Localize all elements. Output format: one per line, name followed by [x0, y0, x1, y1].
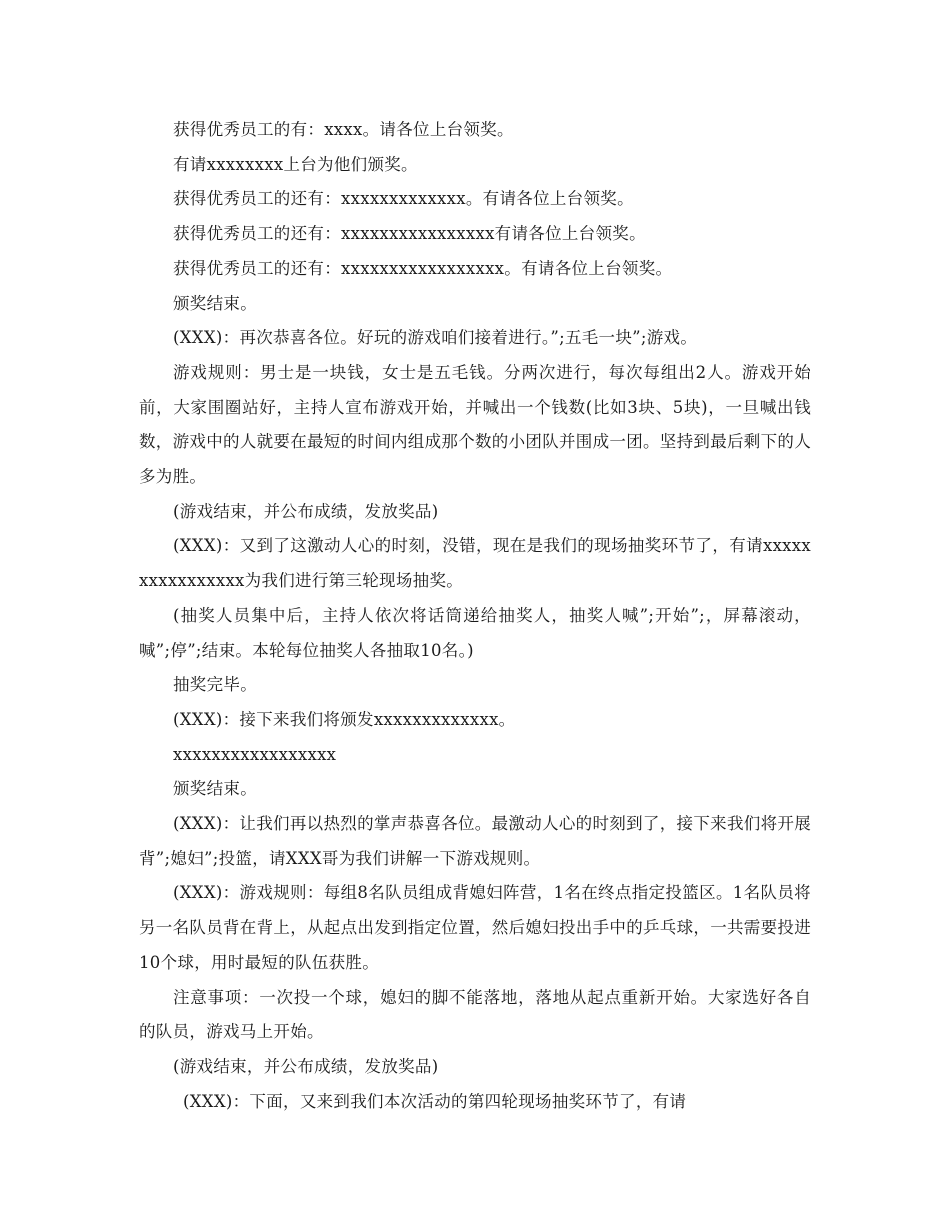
- paragraph-9: (游戏结束，并公布成绩，发放奖品): [173, 501, 439, 521]
- paragraph-19: (游戏结束，并公布成绩，发放奖品): [173, 1056, 439, 1076]
- paragraph-17: (XXX)：游戏规则：每组8名队员组成背媳妇阵营，1名在终点指定投篮区。1名队员将另一名队员背在背上，从起点出发到指定位置，然后媳妇投出手中的乒乓球，一共需要投进10个球，用时最短的队伍获胜。: [139, 883, 811, 972]
- paragraph-12: 抽奖完毕。: [173, 675, 257, 695]
- paragraph-1: 获得优秀员工的有：xxxx。请各位上台领奖。: [173, 120, 514, 139]
- paragraph-3: 获得优秀员工的还有：xxxxxxxxxxxxx。有请各位上台领奖。: [173, 189, 634, 209]
- paragraph-7: (XXX)：再次恭喜各位。好玩的游戏咱们接着进行。”;五毛一块”;游戏。: [173, 328, 698, 348]
- paragraph-8: 游戏规则：男士是一块钱，女士是五毛钱。分两次进行，每次每组出2人。游戏开始前，大家围圈站好，主持人宣布游戏开始，并喊出一个钱数(比如3块、5块)，一旦喊出钱数，游戏中的人就要在最短的时间内组成那个数的小团队并围成一团。坚持到最后剩下的人多为胜。: [139, 362, 811, 487]
- paragraph-18: 注意事项：一次投一个球，媳妇的脚不能落地，落地从起点重新开始。大家选好各自的队员，游戏马上开始。: [139, 987, 811, 1042]
- paragraph-5: 获得优秀员工的还有：xxxxxxxxxxxxxxxxx。有请各位上台领奖。: [173, 258, 673, 278]
- document-body: [139, 113, 811, 1119]
- paragraph-4: 获得优秀员工的还有：xxxxxxxxxxxxxxxx有请各位上台领奖。: [173, 224, 646, 244]
- paragraph-6: 颁奖结束。: [173, 293, 257, 313]
- paragraph-20: (XXX)：下面，又来到我们本次活动的第四轮现场抽奖环节了，有请: [183, 1091, 687, 1111]
- paragraph-2: 有请xxxxxxxx上台为他们颁奖。: [173, 154, 418, 174]
- paragraph-13: (XXX)：接下来我们将颁发xxxxxxxxxxxxx。: [173, 709, 516, 729]
- paragraph-15: 颁奖结束。: [173, 779, 257, 799]
- paragraph-14: xxxxxxxxxxxxxxxxx: [173, 744, 337, 764]
- paragraph-11: (抽奖人员集中后，主持人依次将话筒递给抽奖人，抽奖人喊”;开始”;，屏幕滚动，喊”;停”;结束。本轮每位抽奖人各抽取10名。): [139, 605, 811, 660]
- paragraph-16: (XXX)：让我们再以热烈的掌声恭喜各位。最激动人心的时刻到了，接下来我们将开展背”;媳妇”;投篮，请XXX哥为我们讲解一下游戏规则。: [139, 814, 811, 868]
- paragraph-10: (XXX)：又到了这激动人心的时刻，没错，现在是我们的现场抽奖环节了，有请xxxxxxxxxxxxxxxx为我们进行第三轮现场抽奖。: [139, 536, 811, 591]
